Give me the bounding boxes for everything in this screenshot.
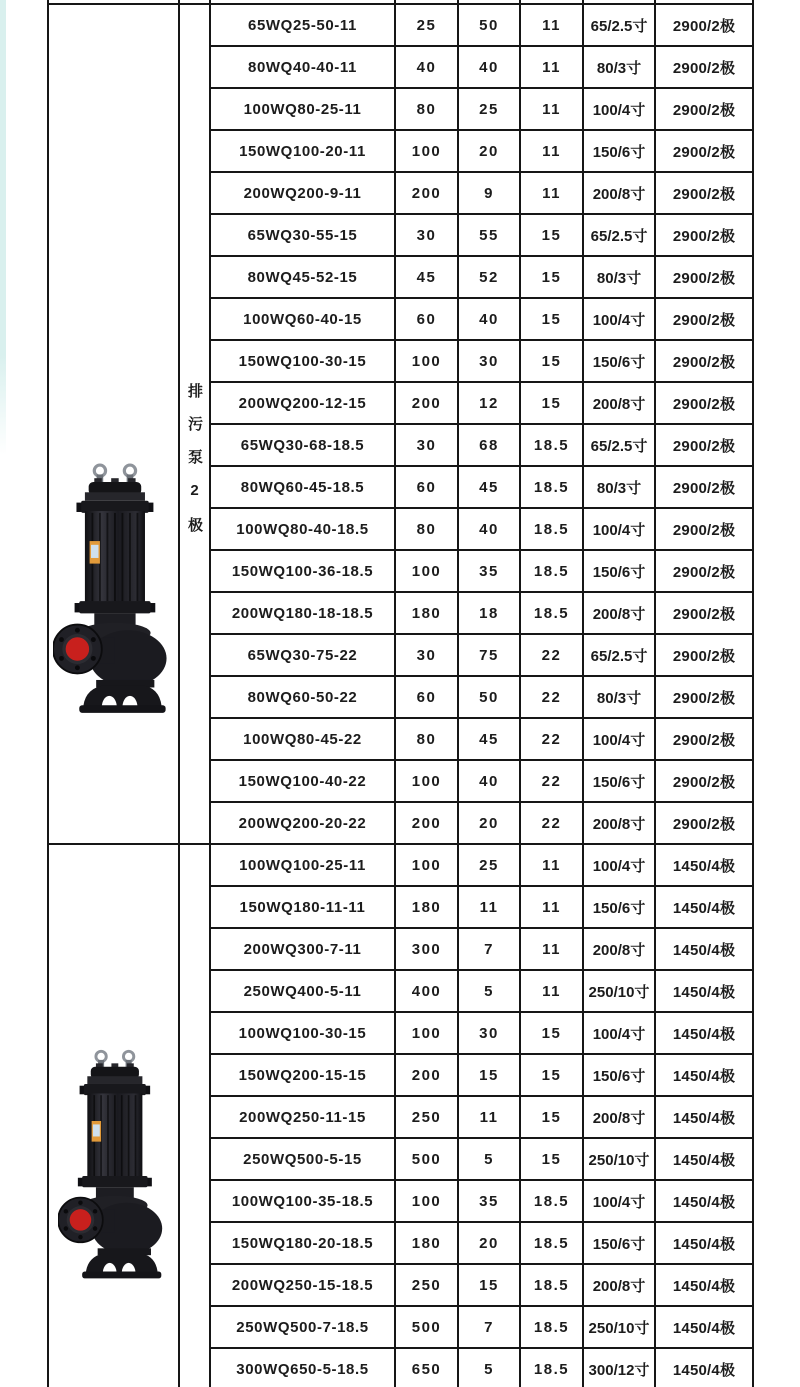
model-cell: 300WQ650-5-18.5 xyxy=(210,1348,395,1387)
power-cell: 11 xyxy=(520,88,583,130)
power-cell: 15 xyxy=(520,1012,583,1054)
outlet-cell: 250/10寸 xyxy=(583,1306,655,1348)
head-cell: 12 xyxy=(458,382,520,424)
pump-photo-cell xyxy=(48,844,179,1387)
head-cell: 40 xyxy=(458,760,520,802)
head-cell: 45 xyxy=(458,718,520,760)
head-cell: 20 xyxy=(458,130,520,172)
head-cell: 50 xyxy=(458,4,520,46)
head-cell: 11 xyxy=(458,886,520,928)
model-cell: 250WQ500-5-15 xyxy=(210,1138,395,1180)
speed-cell: 2900/2极 xyxy=(655,676,753,718)
category-label: 排污泵2极 xyxy=(186,382,203,550)
head-cell: 5 xyxy=(458,1138,520,1180)
speed-cell: 1450/4极 xyxy=(655,886,753,928)
outlet-cell: 100/4寸 xyxy=(583,718,655,760)
model-cell: 200WQ200-12-15 xyxy=(210,382,395,424)
model-cell: 80WQ60-50-22 xyxy=(210,676,395,718)
submersible-sewage-pump-photo xyxy=(53,459,175,717)
speed-cell: 1450/4极 xyxy=(655,1138,753,1180)
speed-cell: 2900/2极 xyxy=(655,550,753,592)
flow-cell: 60 xyxy=(395,676,458,718)
flow-cell: 250 xyxy=(395,1264,458,1306)
head-cell: 5 xyxy=(458,970,520,1012)
power-cell: 15 xyxy=(520,256,583,298)
outlet-cell: 150/6寸 xyxy=(583,886,655,928)
flow-cell: 400 xyxy=(395,970,458,1012)
head-cell: 40 xyxy=(458,508,520,550)
model-cell: 80WQ60-45-18.5 xyxy=(210,466,395,508)
outlet-cell: 200/8寸 xyxy=(583,172,655,214)
head-cell: 30 xyxy=(458,1012,520,1054)
outlet-cell: 150/6寸 xyxy=(583,130,655,172)
speed-cell: 2900/2极 xyxy=(655,382,753,424)
power-cell: 22 xyxy=(520,676,583,718)
flow-cell: 60 xyxy=(395,298,458,340)
model-cell: 200WQ180-18-18.5 xyxy=(210,592,395,634)
power-cell: 18.5 xyxy=(520,424,583,466)
power-cell: 22 xyxy=(520,802,583,844)
outlet-cell: 100/4寸 xyxy=(583,1012,655,1054)
model-cell: 150WQ180-20-18.5 xyxy=(210,1222,395,1264)
flow-cell: 80 xyxy=(395,88,458,130)
power-cell: 18.5 xyxy=(520,1306,583,1348)
model-cell: 200WQ250-15-18.5 xyxy=(210,1264,395,1306)
power-cell: 18.5 xyxy=(520,550,583,592)
head-cell: 40 xyxy=(458,46,520,88)
power-cell: 15 xyxy=(520,1054,583,1096)
flow-cell: 250 xyxy=(395,1096,458,1138)
model-cell: 100WQ60-40-15 xyxy=(210,298,395,340)
power-cell: 15 xyxy=(520,382,583,424)
flow-cell: 80 xyxy=(395,508,458,550)
outlet-cell: 100/4寸 xyxy=(583,508,655,550)
head-cell: 20 xyxy=(458,1222,520,1264)
outlet-cell: 250/10寸 xyxy=(583,1138,655,1180)
flow-cell: 100 xyxy=(395,550,458,592)
head-cell: 40 xyxy=(458,298,520,340)
head-cell: 18 xyxy=(458,592,520,634)
outlet-cell: 100/4寸 xyxy=(583,88,655,130)
head-cell: 5 xyxy=(458,1348,520,1387)
speed-cell: 2900/2极 xyxy=(655,4,753,46)
speed-cell: 2900/2极 xyxy=(655,172,753,214)
speed-cell: 1450/4极 xyxy=(655,970,753,1012)
model-cell: 100WQ100-25-11 xyxy=(210,844,395,886)
speed-cell: 1450/4极 xyxy=(655,1306,753,1348)
power-cell: 11 xyxy=(520,886,583,928)
flow-cell: 500 xyxy=(395,1138,458,1180)
power-cell: 11 xyxy=(520,844,583,886)
head-cell: 35 xyxy=(458,1180,520,1222)
flow-cell: 30 xyxy=(395,214,458,256)
power-cell: 18.5 xyxy=(520,466,583,508)
flow-cell: 500 xyxy=(395,1306,458,1348)
model-cell: 150WQ100-40-22 xyxy=(210,760,395,802)
pump-photo-cell xyxy=(48,4,179,844)
speed-cell: 2900/2极 xyxy=(655,88,753,130)
outlet-cell: 200/8寸 xyxy=(583,802,655,844)
pump-spec-table-wrap xyxy=(47,0,754,1387)
head-cell: 15 xyxy=(458,1264,520,1306)
pump-spec-table xyxy=(47,0,754,1387)
head-cell: 11 xyxy=(458,1096,520,1138)
power-cell: 18.5 xyxy=(520,1222,583,1264)
category-label-cell xyxy=(179,844,210,1387)
model-cell: 200WQ300-7-11 xyxy=(210,928,395,970)
model-cell: 200WQ200-9-11 xyxy=(210,172,395,214)
flow-cell: 200 xyxy=(395,1054,458,1096)
model-cell: 150WQ100-30-15 xyxy=(210,340,395,382)
outlet-cell: 65/2.5寸 xyxy=(583,634,655,676)
power-cell: 18.5 xyxy=(520,508,583,550)
power-cell: 11 xyxy=(520,970,583,1012)
speed-cell: 1450/4极 xyxy=(655,1012,753,1054)
model-cell: 200WQ250-11-15 xyxy=(210,1096,395,1138)
power-cell: 15 xyxy=(520,1096,583,1138)
power-cell: 22 xyxy=(520,634,583,676)
flow-cell: 100 xyxy=(395,1012,458,1054)
outlet-cell: 150/6寸 xyxy=(583,760,655,802)
flow-cell: 100 xyxy=(395,340,458,382)
speed-cell: 2900/2极 xyxy=(655,802,753,844)
page-accent-strip xyxy=(0,0,6,455)
power-cell: 11 xyxy=(520,46,583,88)
head-cell: 15 xyxy=(458,1054,520,1096)
head-cell: 35 xyxy=(458,550,520,592)
power-cell: 18.5 xyxy=(520,592,583,634)
head-cell: 25 xyxy=(458,844,520,886)
model-cell: 100WQ80-25-11 xyxy=(210,88,395,130)
speed-cell: 2900/2极 xyxy=(655,760,753,802)
model-cell: 100WQ80-40-18.5 xyxy=(210,508,395,550)
speed-cell: 1450/4极 xyxy=(655,1180,753,1222)
submersible-sewage-pump-photo xyxy=(58,1047,170,1281)
speed-cell: 1450/4极 xyxy=(655,1054,753,1096)
outlet-cell: 80/3寸 xyxy=(583,466,655,508)
head-cell: 68 xyxy=(458,424,520,466)
flow-cell: 300 xyxy=(395,928,458,970)
outlet-cell: 100/4寸 xyxy=(583,844,655,886)
flow-cell: 100 xyxy=(395,1180,458,1222)
speed-cell: 2900/2极 xyxy=(655,214,753,256)
speed-cell: 2900/2极 xyxy=(655,340,753,382)
flow-cell: 30 xyxy=(395,634,458,676)
model-cell: 100WQ100-30-15 xyxy=(210,1012,395,1054)
speed-cell: 2900/2极 xyxy=(655,130,753,172)
model-cell: 150WQ100-36-18.5 xyxy=(210,550,395,592)
flow-cell: 80 xyxy=(395,718,458,760)
outlet-cell: 80/3寸 xyxy=(583,256,655,298)
flow-cell: 100 xyxy=(395,844,458,886)
category-label-cell xyxy=(179,4,210,844)
power-cell: 15 xyxy=(520,1138,583,1180)
outlet-cell: 80/3寸 xyxy=(583,676,655,718)
outlet-cell: 65/2.5寸 xyxy=(583,424,655,466)
outlet-cell: 200/8寸 xyxy=(583,1096,655,1138)
model-cell: 80WQ40-40-11 xyxy=(210,46,395,88)
spec-row xyxy=(48,844,753,886)
head-cell: 75 xyxy=(458,634,520,676)
model-cell: 65WQ30-55-15 xyxy=(210,214,395,256)
flow-cell: 60 xyxy=(395,466,458,508)
speed-cell: 1450/4极 xyxy=(655,844,753,886)
outlet-cell: 250/10寸 xyxy=(583,970,655,1012)
flow-cell: 180 xyxy=(395,1222,458,1264)
power-cell: 15 xyxy=(520,214,583,256)
power-cell: 22 xyxy=(520,760,583,802)
head-cell: 20 xyxy=(458,802,520,844)
head-cell: 52 xyxy=(458,256,520,298)
speed-cell: 1450/4极 xyxy=(655,1348,753,1387)
outlet-cell: 150/6寸 xyxy=(583,550,655,592)
model-cell: 100WQ80-45-22 xyxy=(210,718,395,760)
head-cell: 55 xyxy=(458,214,520,256)
flow-cell: 200 xyxy=(395,382,458,424)
outlet-cell: 80/3寸 xyxy=(583,46,655,88)
outlet-cell: 150/6寸 xyxy=(583,340,655,382)
model-cell: 150WQ100-20-11 xyxy=(210,130,395,172)
head-cell: 45 xyxy=(458,466,520,508)
model-cell: 150WQ200-15-15 xyxy=(210,1054,395,1096)
power-cell: 18.5 xyxy=(520,1264,583,1306)
outlet-cell: 100/4寸 xyxy=(583,1180,655,1222)
power-cell: 18.5 xyxy=(520,1180,583,1222)
power-cell: 11 xyxy=(520,4,583,46)
flow-cell: 30 xyxy=(395,424,458,466)
outlet-cell: 300/12寸 xyxy=(583,1348,655,1387)
model-cell: 250WQ500-7-18.5 xyxy=(210,1306,395,1348)
speed-cell: 2900/2极 xyxy=(655,634,753,676)
speed-cell: 2900/2极 xyxy=(655,46,753,88)
flow-cell: 650 xyxy=(395,1348,458,1387)
outlet-cell: 150/6寸 xyxy=(583,1054,655,1096)
flow-cell: 200 xyxy=(395,172,458,214)
outlet-cell: 200/8寸 xyxy=(583,592,655,634)
spec-row xyxy=(48,4,753,46)
speed-cell: 1450/4极 xyxy=(655,1222,753,1264)
speed-cell: 2900/2极 xyxy=(655,256,753,298)
power-cell: 11 xyxy=(520,928,583,970)
speed-cell: 2900/2极 xyxy=(655,592,753,634)
outlet-cell: 100/4寸 xyxy=(583,298,655,340)
model-cell: 150WQ180-11-11 xyxy=(210,886,395,928)
head-cell: 7 xyxy=(458,928,520,970)
outlet-cell: 65/2.5寸 xyxy=(583,214,655,256)
outlet-cell: 200/8寸 xyxy=(583,1264,655,1306)
speed-cell: 1450/4极 xyxy=(655,1264,753,1306)
model-cell: 200WQ200-20-22 xyxy=(210,802,395,844)
flow-cell: 200 xyxy=(395,802,458,844)
power-cell: 18.5 xyxy=(520,1348,583,1387)
power-cell: 11 xyxy=(520,130,583,172)
model-cell: 65WQ30-68-18.5 xyxy=(210,424,395,466)
speed-cell: 2900/2极 xyxy=(655,508,753,550)
outlet-cell: 150/6寸 xyxy=(583,1222,655,1264)
flow-cell: 100 xyxy=(395,130,458,172)
power-cell: 15 xyxy=(520,298,583,340)
head-cell: 50 xyxy=(458,676,520,718)
speed-cell: 2900/2极 xyxy=(655,718,753,760)
flow-cell: 100 xyxy=(395,760,458,802)
model-cell: 250WQ400-5-11 xyxy=(210,970,395,1012)
model-cell: 100WQ100-35-18.5 xyxy=(210,1180,395,1222)
speed-cell: 1450/4极 xyxy=(655,1096,753,1138)
head-cell: 30 xyxy=(458,340,520,382)
power-cell: 15 xyxy=(520,340,583,382)
flow-cell: 25 xyxy=(395,4,458,46)
speed-cell: 1450/4极 xyxy=(655,928,753,970)
head-cell: 7 xyxy=(458,1306,520,1348)
speed-cell: 2900/2极 xyxy=(655,298,753,340)
flow-cell: 180 xyxy=(395,886,458,928)
flow-cell: 45 xyxy=(395,256,458,298)
outlet-cell: 200/8寸 xyxy=(583,382,655,424)
speed-cell: 2900/2极 xyxy=(655,424,753,466)
power-cell: 11 xyxy=(520,172,583,214)
outlet-cell: 65/2.5寸 xyxy=(583,4,655,46)
speed-cell: 2900/2极 xyxy=(655,466,753,508)
power-cell: 22 xyxy=(520,718,583,760)
outlet-cell: 200/8寸 xyxy=(583,928,655,970)
flow-cell: 40 xyxy=(395,46,458,88)
head-cell: 9 xyxy=(458,172,520,214)
flow-cell: 180 xyxy=(395,592,458,634)
head-cell: 25 xyxy=(458,88,520,130)
model-cell: 65WQ25-50-11 xyxy=(210,4,395,46)
model-cell: 80WQ45-52-15 xyxy=(210,256,395,298)
model-cell: 65WQ30-75-22 xyxy=(210,634,395,676)
